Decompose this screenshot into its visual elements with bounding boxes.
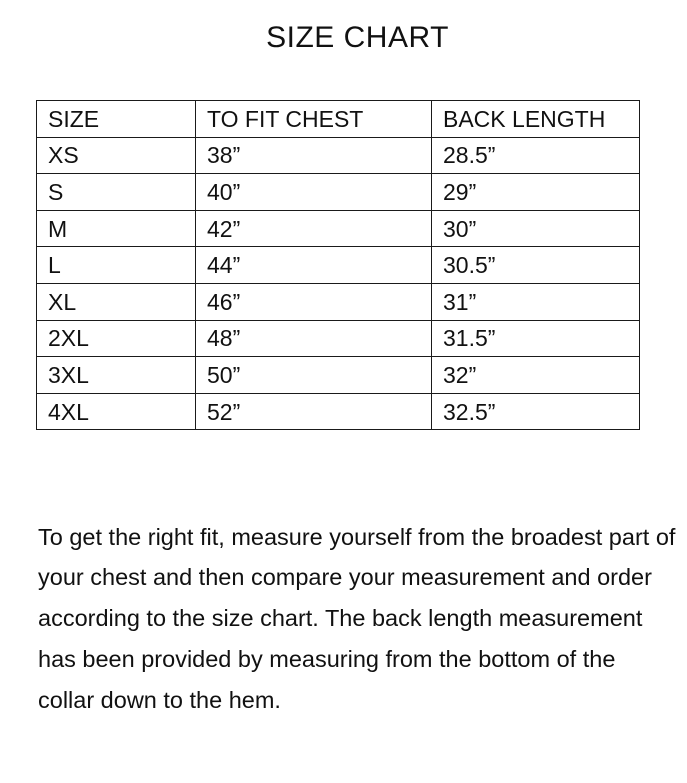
back-length-cell: 31.5” bbox=[432, 320, 640, 357]
table-row bbox=[37, 210, 640, 247]
column-header-size: SIZE bbox=[37, 101, 196, 138]
table-header-row bbox=[37, 101, 640, 138]
table-row bbox=[37, 320, 640, 357]
back-length-cell: 29” bbox=[432, 174, 640, 211]
table-row bbox=[37, 174, 640, 211]
back-length-cell: 30.5” bbox=[432, 247, 640, 284]
back-length-cell: 32.5” bbox=[432, 393, 640, 430]
chest-cell: 38” bbox=[196, 137, 432, 174]
chest-cell: 52” bbox=[196, 393, 432, 430]
back-length-cell: 30” bbox=[432, 210, 640, 247]
size-cell: XL bbox=[37, 283, 196, 320]
size-chart-table bbox=[36, 100, 640, 430]
chest-cell: 48” bbox=[196, 320, 432, 357]
size-cell: XS bbox=[37, 137, 196, 174]
size-cell: L bbox=[37, 247, 196, 284]
table-row bbox=[37, 247, 640, 284]
size-cell: M bbox=[37, 210, 196, 247]
chest-cell: 50” bbox=[196, 357, 432, 394]
table-row bbox=[37, 357, 640, 394]
size-cell: S bbox=[37, 174, 196, 211]
chest-cell: 46” bbox=[196, 283, 432, 320]
size-cell: 4XL bbox=[37, 393, 196, 430]
size-cell: 3XL bbox=[37, 357, 196, 394]
page-title: SIZE CHART bbox=[266, 21, 449, 54]
measurement-instructions: To get the right fit, measure yourself from the broadest part of your chest and then compare your measurement and order according to the size chart. The back length measurement has been provided by measuring from the bottom of the collar down to the hem. bbox=[38, 523, 676, 713]
column-header-back-length: BACK LENGTH bbox=[432, 101, 640, 138]
table-row bbox=[37, 137, 640, 174]
size-cell: 2XL bbox=[37, 320, 196, 357]
chest-cell: 40” bbox=[196, 174, 432, 211]
table-row bbox=[37, 393, 640, 430]
chest-cell: 42” bbox=[196, 210, 432, 247]
back-length-cell: 28.5” bbox=[432, 137, 640, 174]
table-row bbox=[37, 283, 640, 320]
column-header-chest: TO FIT CHEST bbox=[196, 101, 432, 138]
back-length-cell: 32” bbox=[432, 357, 640, 394]
chest-cell: 44” bbox=[196, 247, 432, 284]
back-length-cell: 31” bbox=[432, 283, 640, 320]
